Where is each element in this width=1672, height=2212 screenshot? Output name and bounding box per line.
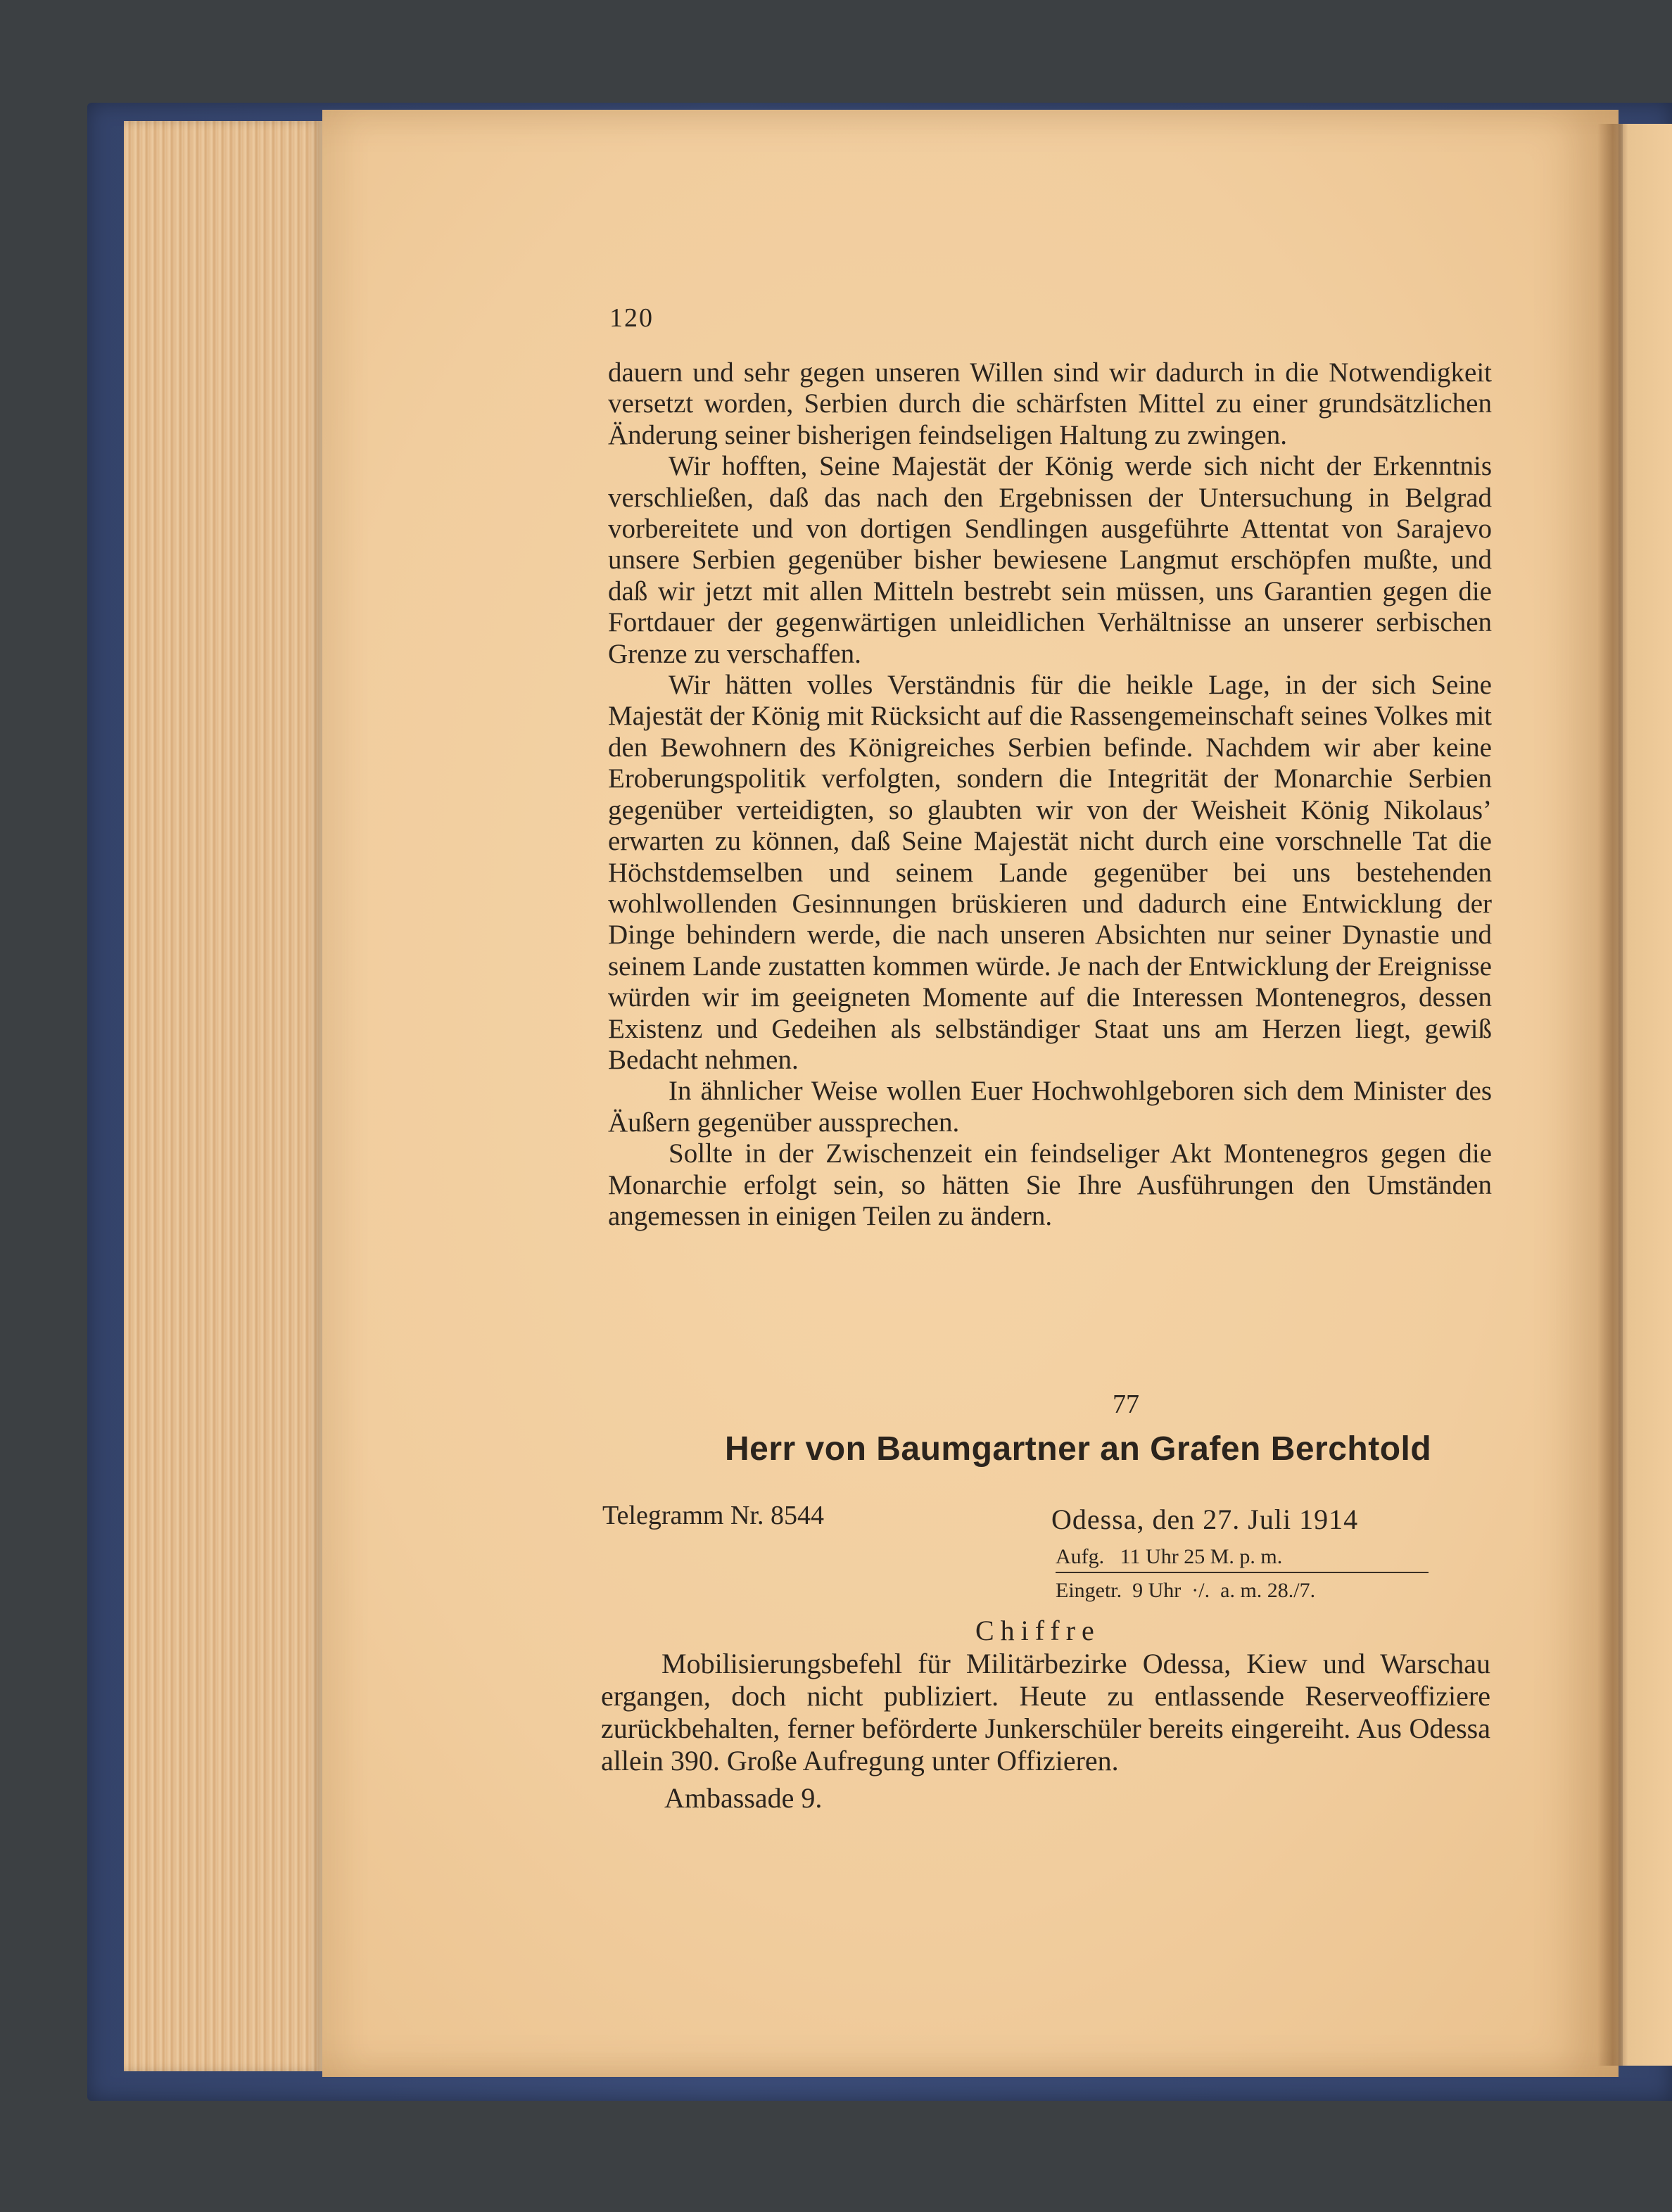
telegram-number: Telegramm Nr. 8544 — [602, 1501, 824, 1530]
document-title: Herr von Baumgartner an Grafen Berchtold — [725, 1430, 1432, 1468]
cipher-label: Chiffre — [975, 1615, 1101, 1646]
paragraph: Wir hätten volles Verständnis für die heikle Lage, in der sich Seine Majestät der König mit Rücksicht auf die Rassengemeinschaft seines Volkes mit den Bewohnern des Königreiches Serbien befinde. Nachdem wir aber keine Eroberungspolitik verfolgten, sondern die Integrität der Monarchie Serbien gegenüber verteidigten, so glaubten wir von der Weisheit König Nikolaus’ erwarten zu können, daß Seine Majestät nicht durch eine vorschnelle Tat die Höchstdemselben und seinem Lande gegenüber bei uns bestehenden wohlwollenden Gesinnungen brüskieren und dadurch eine Entwicklung der Dinge behindern werde, die nach unseren Absichten nur seiner Dynastie und seinem Lande zustatten kommen würde. Je nach der Entwicklung der Ereignisse würden wir im geeigneten Momente auf die Interessen Montenegros, dessen Existenz und Gedeihen als selbständiger Staat uns am Herzen liegt, gewiß Bedacht nehmen. — [608, 670, 1492, 1075]
paragraph: dauern und sehr gegen unseren Willen sind wir dadurch in die Notwendigkeit versetzt worden, Serbien durch die schärfsten Mittel zu einer grundsätzlichen Änderung seiner bisherigen feindseligen Haltung zu zwingen. — [608, 357, 1492, 450]
paragraph: Mobilisierungsbefehl für Militärbezirke Odessa, Kiew und Warschau ergangen, doch nicht publiziert. Heute zu entlassende Reserveoffiziere zurückbehalten, ferner beförderte Junkerschüler bereits eingereiht. Aus Odessa allein 390. Große Aufregung unter Offizieren. — [601, 1648, 1490, 1776]
received-time: Eingetr. 9 Uhr ·/. a. m. 28./7. — [1056, 1579, 1316, 1602]
paragraph: In ähnlicher Weise wollen Euer Hochwohlgeboren sich dem Minister des Äußern gegenüber aussprechen. — [608, 1076, 1492, 1138]
telegram-body — [601, 1648, 1490, 1777]
paragraph: Wir hofften, Seine Majestät der König werde sich nicht der Erkenntnis verschließen, daß das nach den Ergebnissen der Untersuchung in Belgrad vorbereitete und von dortigen Sendlingen ausgeführte Attentat von Sarajevo unsere Serbien gegenüber bisher bewiesene Langmut erschöpfen mußte, und daß wir jetzt mit allen Mitteln bestrebt sein müssen, uns Garantien gegen die Fortdauer der gegenwärtigen unleidlichen Verhältnisse an unserer serbischen Grenze zu verschaffen. — [608, 451, 1492, 669]
page-gutter — [1597, 124, 1623, 2066]
signature: Ambassade 9. — [664, 1782, 823, 1814]
document-number: 77 — [1113, 1390, 1139, 1419]
page-number: 120 — [609, 303, 654, 333]
next-page-edge — [1619, 124, 1672, 2066]
place-date: Odessa, den 27. Juli 1914 — [1051, 1504, 1359, 1535]
dispatch-time: Aufg. 11 Uhr 25 M. p. m. — [1056, 1545, 1283, 1568]
divider-line — [1056, 1572, 1429, 1573]
paragraph: Sollte in der Zwischenzeit ein feindseliger Akt Montenegros gegen die Monarchie erfolgt sein, so hätten Sie Ihre Ausführungen den Umständen angemessen in einigen Teilen zu ändern. — [608, 1138, 1492, 1231]
page-edges — [124, 121, 324, 2071]
body-text — [608, 357, 1492, 1232]
